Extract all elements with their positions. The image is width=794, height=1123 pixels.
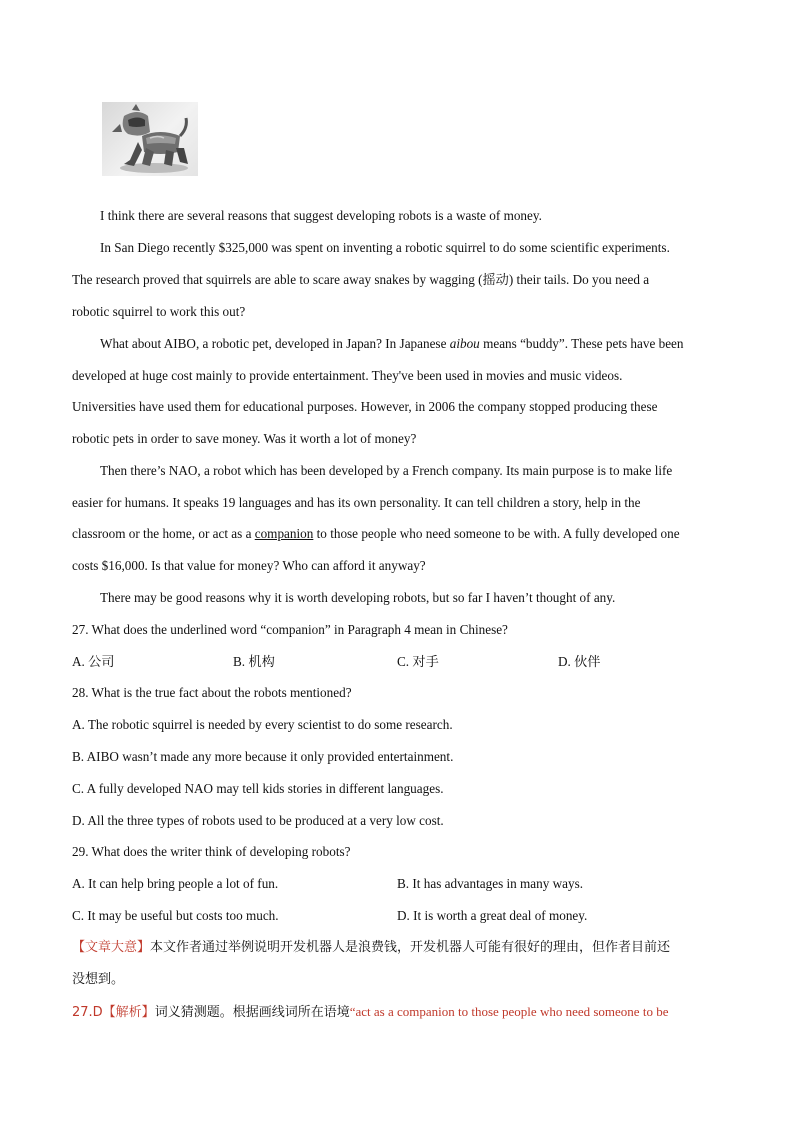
answer-27-line — [72, 1003, 732, 1022]
q29-option-d: D. It is worth a great deal of money. — [397, 908, 588, 923]
q28-option-c: C. A fully developed NAO may tell kids stories in different languages. — [72, 781, 444, 796]
summary-line-2: 没想到。 — [72, 972, 125, 987]
q28-option-b: B. AIBO wasn’t made any more because it only provided entertainment. — [72, 749, 454, 764]
paragraph-3-line-3: Universities have used them for educational purposes. However, in 2006 the company stopped producing these — [72, 399, 658, 414]
paragraph-4-line-2: easier for humans. It speaks 19 languages and has its own personality. It can tell children a story, help in the — [72, 495, 641, 510]
answer-27-tag: 27.D【解析】 — [72, 1005, 155, 1020]
question-28: 28. What is the true fact about the robots mentioned? — [72, 685, 352, 700]
paragraph-4-line-3 — [72, 525, 732, 543]
paragraph-2-line-2: The research proved that squirrels are able to scare away snakes by wagging (摇动) their tails. Do you need a — [72, 272, 650, 287]
question-29: 29. What does the writer think of developing robots? — [72, 844, 351, 859]
p3-text-a: What about AIBO, a robotic pet, developed in Japan? In Japanese — [100, 336, 450, 351]
q27-option-b: B. 机构 — [233, 654, 275, 669]
q27-option-d: D. 伙伴 — [558, 654, 601, 669]
answer-27-text: 词义猜测题。根据画线词所在语境 — [154, 1005, 350, 1020]
summary-text: 本文作者通过举例说明开发机器人是浪费钱，开发机器人可能有很好的理由，但作者目前还 — [150, 940, 671, 955]
summary-line-1 — [72, 939, 732, 957]
underlined-word-companion: companion — [254, 526, 314, 541]
paragraph-2-line-1: In San Diego recently $325,000 was spent on inventing a robotic squirrel to do some scientific experiments. — [100, 240, 670, 255]
question-27: 27. What does the underlined word “companion” in Paragraph 4 mean in Chinese? — [72, 622, 508, 637]
paragraph-5: There may be good reasons why it is worth developing robots, but so far I haven’t thought of any. — [100, 590, 616, 605]
robot-dog-icon — [102, 102, 198, 176]
q27-option-c: C. 对手 — [397, 654, 439, 669]
q29-option-b: B. It has advantages in many ways. — [397, 876, 584, 891]
q28-option-a: A. The robotic squirrel is needed by every scientist to do some research. — [72, 717, 453, 732]
p4-text-a: classroom or the home, or act as a — [72, 526, 255, 541]
paragraph-2-line-3: robotic squirrel to work this out? — [72, 304, 246, 319]
paragraph-4-line-4: costs $16,000. Is that value for money? Who can afford it anyway? — [72, 558, 426, 573]
paragraph-1: I think there are several reasons that suggest developing robots is a waste of money. — [100, 208, 542, 223]
paragraph-4-line-1: Then there’s NAO, a robot which has been developed by a French company. Its main purpose is to make life — [100, 463, 673, 478]
q28-option-d: D. All the three types of robots used to be produced at a very low cost. — [72, 813, 444, 828]
p3-italic-word: aibou — [449, 336, 480, 351]
answer-27-quote: “act as a companion to those people who need someone to be — [349, 1004, 669, 1019]
q29-option-c: C. It may be useful but costs too much. — [72, 908, 279, 923]
summary-tag: 【文章大意】 — [72, 940, 151, 955]
paragraph-3-line-1 — [100, 335, 760, 353]
paragraph-3-line-4: robotic pets in order to save money. Was it worth a lot of money? — [72, 431, 417, 446]
p4-text-b: to those people who need someone to be with. A fully developed one — [313, 526, 680, 541]
robot-dog-image — [102, 102, 198, 176]
q29-option-a: A. It can help bring people a lot of fun. — [72, 876, 279, 891]
q27-option-a: A. 公司 — [72, 654, 115, 669]
p3-text-b: means “buddy”. These pets have been — [479, 336, 684, 351]
paragraph-3-line-2: developed at huge cost mainly to provide entertainment. They've been used in movies and music videos. — [72, 368, 623, 383]
